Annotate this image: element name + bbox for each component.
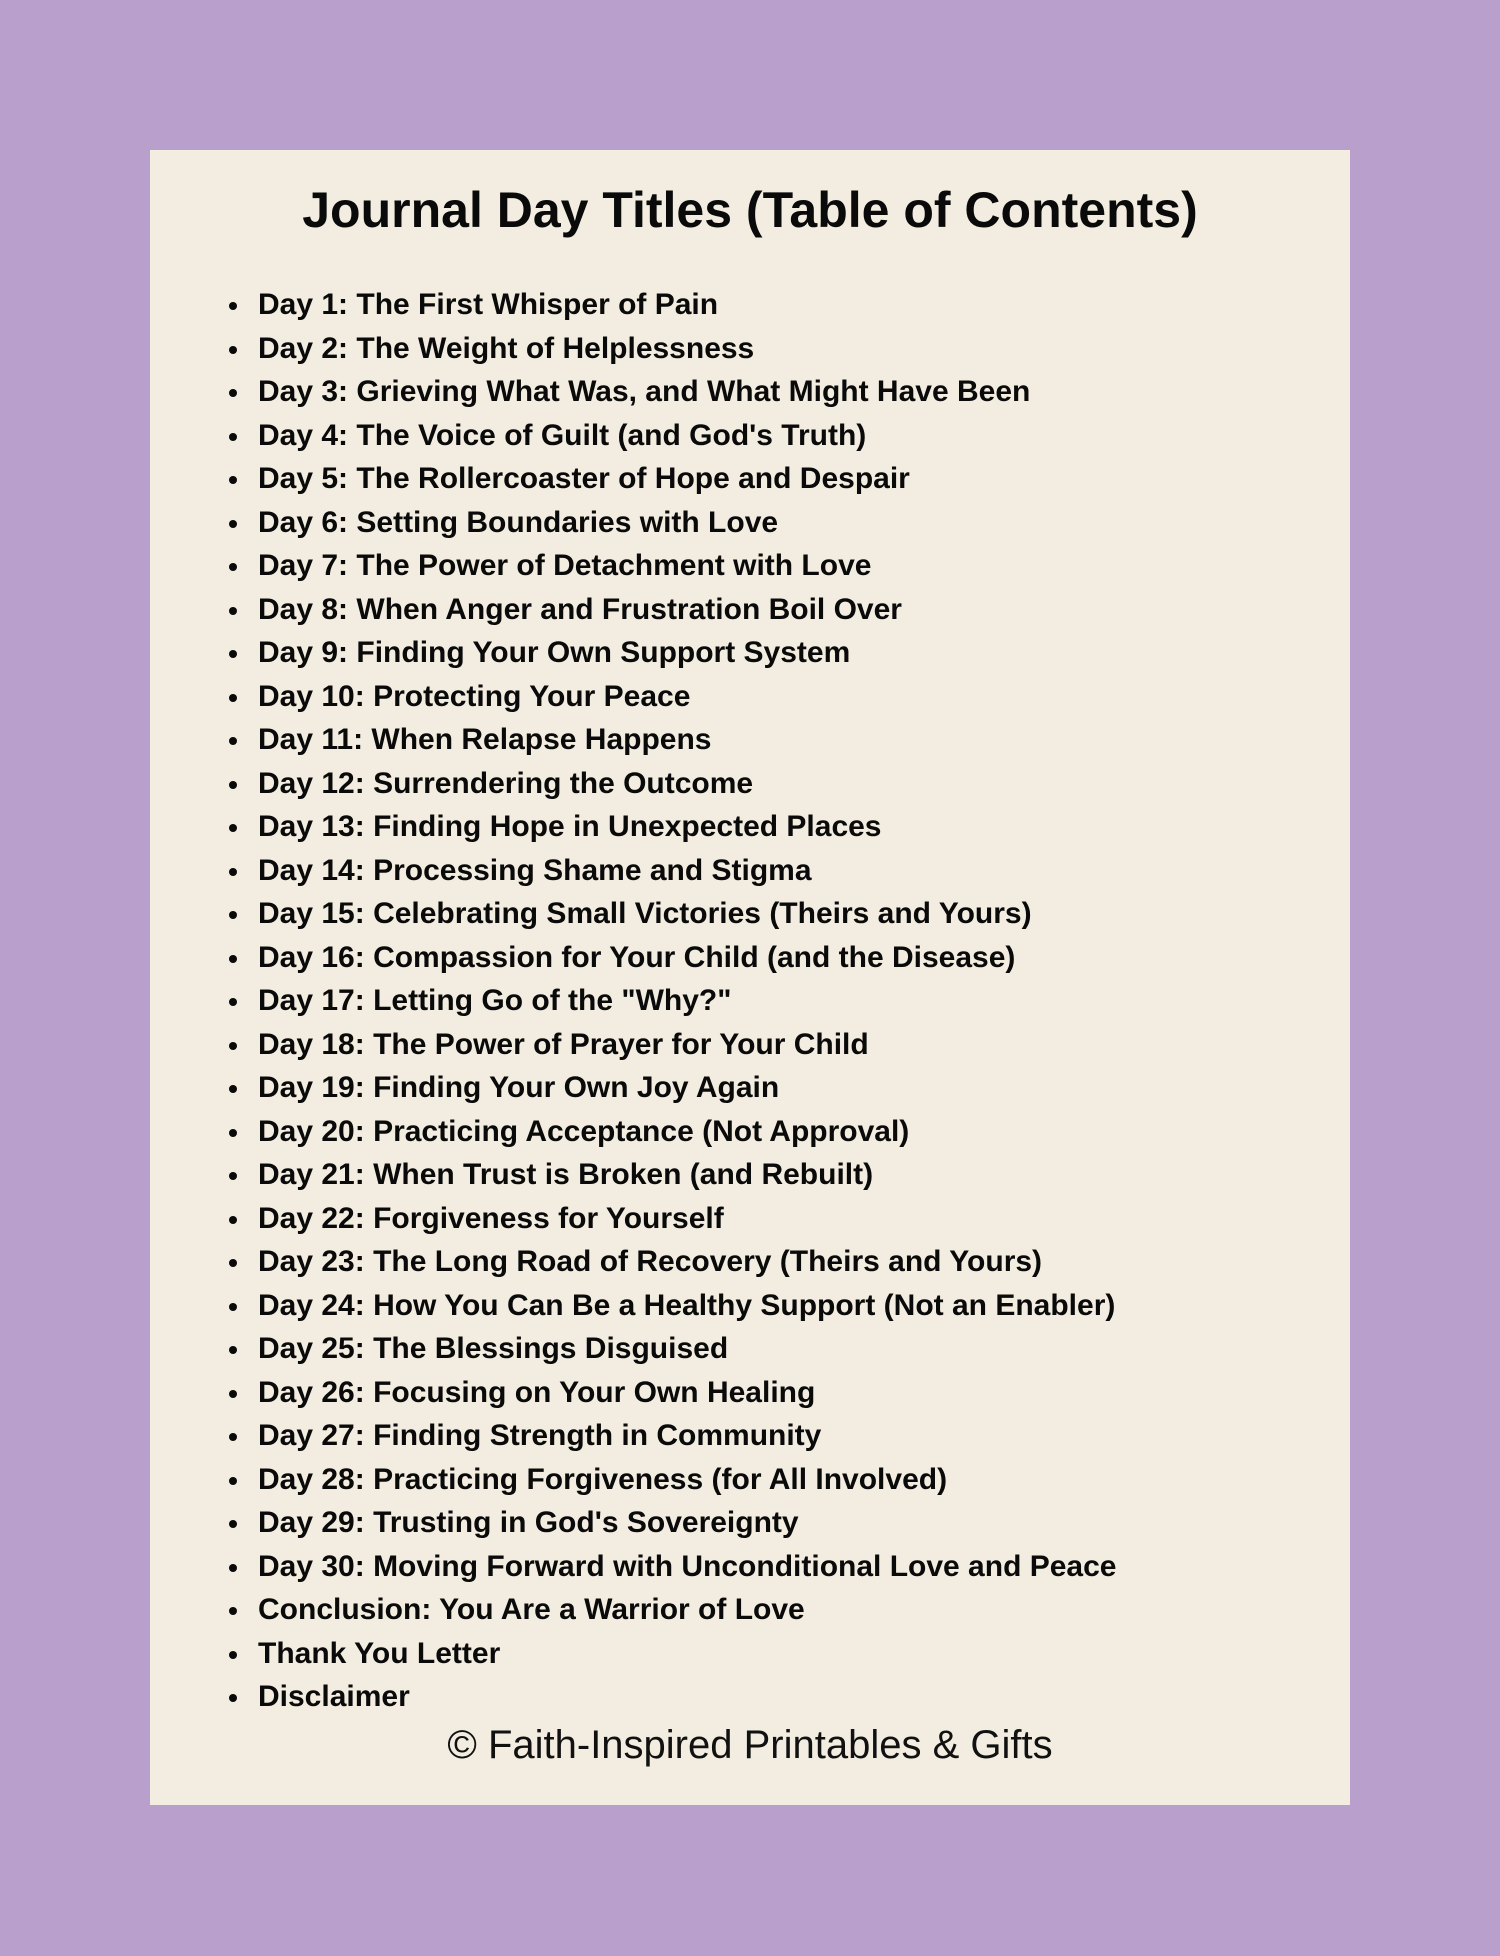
list-item: Day 1: The First Whisper of Pain (258, 283, 1116, 327)
list-item: Day 30: Moving Forward with Unconditional Love and Peace (258, 1545, 1116, 1589)
list-item: Conclusion: You Are a Warrior of Love (258, 1588, 1116, 1632)
list-item: Day 18: The Power of Prayer for Your Child (258, 1023, 1116, 1067)
list-item: Day 20: Practicing Acceptance (Not Approval) (258, 1110, 1116, 1154)
list-item: Day 11: When Relapse Happens (258, 718, 1116, 762)
list-item: Day 4: The Voice of Guilt (and God's Truth) (258, 414, 1116, 458)
list-item: Day 27: Finding Strength in Community (258, 1414, 1116, 1458)
list-item: Day 23: The Long Road of Recovery (Theirs and Yours) (258, 1240, 1116, 1284)
list-item: Day 10: Protecting Your Peace (258, 675, 1116, 719)
list-item: Day 5: The Rollercoaster of Hope and Despair (258, 457, 1116, 501)
list-item: Day 12: Surrendering the Outcome (258, 762, 1116, 806)
table-of-contents-list (258, 283, 1116, 1719)
list-item: Day 22: Forgiveness for Yourself (258, 1197, 1116, 1241)
page-title: Journal Day Titles (Table of Contents) (302, 182, 1198, 238)
list-item: Day 8: When Anger and Frustration Boil Over (258, 588, 1116, 632)
list-item: Day 9: Finding Your Own Support System (258, 631, 1116, 675)
list-item: Day 29: Trusting in God's Sovereignty (258, 1501, 1116, 1545)
list-item: Day 7: The Power of Detachment with Love (258, 544, 1116, 588)
list-item: Day 28: Practicing Forgiveness (for All Involved) (258, 1458, 1116, 1502)
list-item: Day 15: Celebrating Small Victories (Theirs and Yours) (258, 892, 1116, 936)
list-item: Day 6: Setting Boundaries with Love (258, 501, 1116, 545)
list-item: Day 24: How You Can Be a Healthy Support (Not an Enabler) (258, 1284, 1116, 1328)
copyright-footer: © Faith-Inspired Printables & Gifts (447, 1723, 1053, 1767)
list-item: Disclaimer (258, 1675, 1116, 1719)
list-item: Thank You Letter (258, 1632, 1116, 1676)
list-item: Day 17: Letting Go of the "Why?" (258, 979, 1116, 1023)
list-item: Day 19: Finding Your Own Joy Again (258, 1066, 1116, 1110)
list-item: Day 26: Focusing on Your Own Healing (258, 1371, 1116, 1415)
list-item: Day 16: Compassion for Your Child (and the Disease) (258, 936, 1116, 980)
list-item: Day 2: The Weight of Helplessness (258, 327, 1116, 371)
list-item: Day 3: Grieving What Was, and What Might Have Been (258, 370, 1116, 414)
list-item: Day 14: Processing Shame and Stigma (258, 849, 1116, 893)
list-item: Day 13: Finding Hope in Unexpected Places (258, 805, 1116, 849)
list-item: Day 21: When Trust is Broken (and Rebuilt) (258, 1153, 1116, 1197)
list-item: Day 25: The Blessings Disguised (258, 1327, 1116, 1371)
document-page (150, 150, 1350, 1805)
